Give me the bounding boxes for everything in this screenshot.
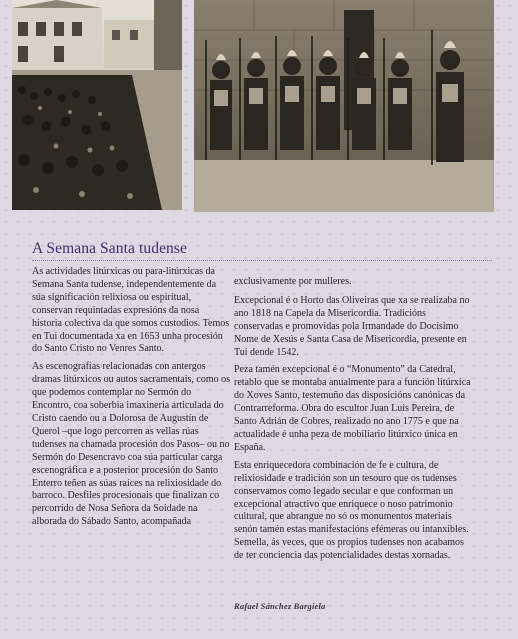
procession-street-photo [12, 0, 182, 210]
procession-street-illustration [12, 0, 182, 210]
paragraph: exclusivamente por mulleres. [234, 276, 352, 287]
paragraph: Excepcional é o Horto das Oliveiras que xa se realizaba no ano 1818 na Capela da Misericordia. Tradicións conservadas e promovidas pola Irmandade do Docísimo Nome de Xesús e Santa Casa de Misericordia, presente en Tui dende 1542. [234, 294, 470, 358]
paragraph: Peza tamén excepcional é o “Monumento” da Catedral, retablo que se montaba anualmente para a función litúrxica do Xoves Santo, testemuño das disposicións canónicas da Contrarreforma. Obra do escultor Juan Luis Pereira, de Santo Adrián de Cobres, realizado no ano 1775 e que na actualidade é unha peza de mobiliario litúrxico única en España. [234, 364, 471, 453]
article-column-left [32, 266, 230, 534]
author-signature: Rafael Sánchez Bargiela [234, 601, 326, 611]
paragraph: As actividades litúrxicas ou para-litúrxicas da Semana Santa tudense, independentemente da súa significación relixiosa ou espiritual, conservan requintadas expresións da nosa historia colectiva da que somos custodios. Temos en Tui documentada xa en 1653 unha procesión do Santo Cristo no Venres Santo. [32, 266, 230, 355]
roman-soldiers-illustration [194, 0, 494, 212]
article-title: A Semana Santa tudense [32, 240, 188, 257]
paragraph: As escenografías relacionadas con antergos dramas litúrxicos ou autos sacramentais, como os que podemos contemplar no Sermón do Encontro, coa soberbia imaxinería articulada do Cristo caendo ou a Dolorosa de Augustín de Querol –que logo percorren as vellas rúas tudenses na chamada procesión dos Pasos– ou no Sermón do Desencravo coa súa particular carga escenográfica e a posterior procesión do Santo Enterro teñen as súas raíces na relixiosidade do barroco. Desfiles procesionais que finalizan co percorrido de Nosa Señora da Soidade na alborada do Sábado Santo, acompañada [32, 361, 231, 528]
roman-soldiers-photo [194, 0, 494, 212]
title-divider [32, 260, 492, 261]
paragraph: Esta enriquecedora combinación de fe e cultura, de relixiosidade e tradición son un tesouro que os tudenses conservamos como legado secular e que conforman un excepcional atractivo que enriquece o noso patrimonio cultural, que abrangue no só os monumentos materiais senón tamén estas manifestacións efémeras ou intanxibles. Semella, ás veces, que os propios tudenses non acabamos de ter conciencia das potencialidades destas xornadas. [234, 459, 469, 562]
article-column-right [234, 276, 474, 568]
